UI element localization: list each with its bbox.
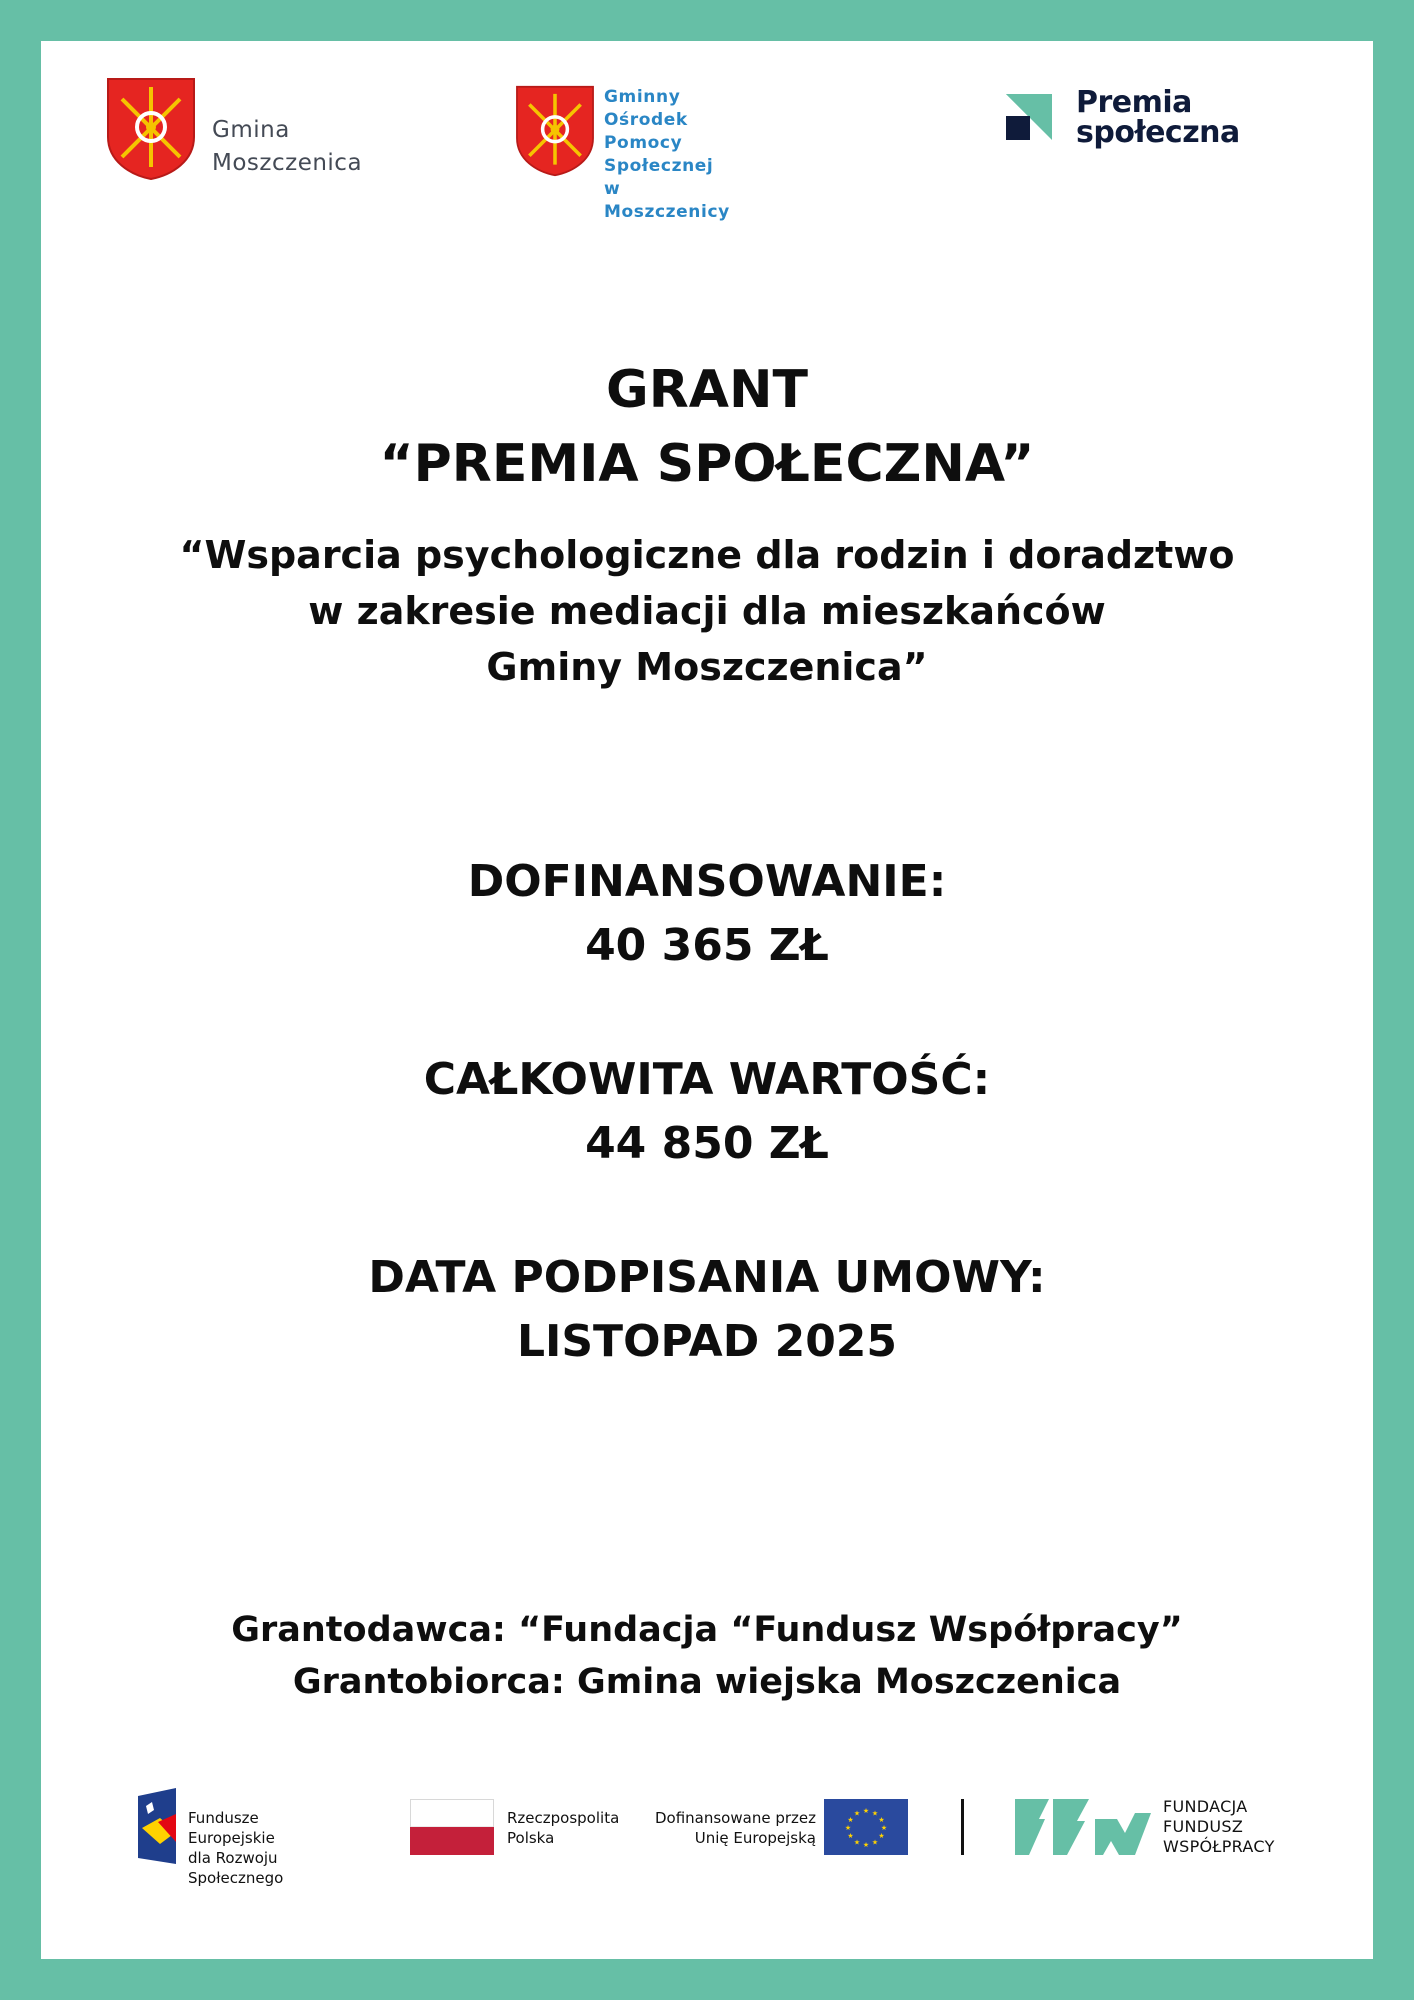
grant-title <box>41 353 1373 501</box>
eu-flag-icon <box>824 1799 908 1855</box>
funding-block <box>41 850 1373 978</box>
svg-text:★: ★ <box>862 1807 870 1815</box>
poster <box>41 41 1373 1959</box>
total-value: 44 850 ZŁ <box>585 1118 829 1169</box>
svg-text:★: ★ <box>880 1824 888 1832</box>
date-value: LISTOPAD 2025 <box>516 1316 898 1367</box>
svg-text:★: ★ <box>847 1816 854 1824</box>
fe-text: Fundusze Europejskie dla Rozwoju Społecznego <box>188 1809 284 1887</box>
svg-text:★: ★ <box>871 1838 879 1847</box>
premia-logo-text: Premia społeczna <box>1076 85 1240 150</box>
footer-divider <box>961 1799 964 1855</box>
polish-flag-icon <box>410 1799 494 1855</box>
title-line-2: “PREMIA SPOŁECZNA” <box>379 434 1035 494</box>
total-value-block <box>41 1048 1373 1176</box>
svg-text:★: ★ <box>871 1809 879 1818</box>
title-line-1: GRANT <box>606 360 808 420</box>
project-name: “Wsparcia psychologiczne dla rodzin i doradztwo w zakresie mediacji dla mieszkańców Gminy Moszczenica” <box>179 533 1235 689</box>
eu-text: Dofinansowane przez Unię Europejską <box>654 1809 816 1847</box>
parties-block <box>41 1604 1373 1708</box>
svg-text:★: ★ <box>844 1824 852 1832</box>
date-label: DATA PODPISANIA UMOWY: <box>368 1252 1046 1303</box>
gops-logo-text: Gminny Ośrodek Pomocy Społecznej w Moszczenicy <box>604 87 730 222</box>
coat-of-arms-icon <box>515 85 595 177</box>
grantor-text: Grantodawca: “Fundacja “Fundusz Współpracy” <box>231 1610 1183 1650</box>
agreement-date-block <box>41 1246 1373 1374</box>
rp-text: Rzeczpospolita Polska <box>507 1809 620 1847</box>
svg-text:★: ★ <box>862 1841 870 1849</box>
gmina-logo-text: Gmina Moszczenica <box>212 117 363 176</box>
grantee-text: Grantobiorca: Gmina wiejska Moszczenica <box>292 1662 1122 1702</box>
ffw-text: FUNDACJA FUNDUSZ WSPÓŁPRACY <box>1163 1797 1275 1856</box>
ffw-logo-icon <box>1015 1799 1151 1855</box>
svg-text:★: ★ <box>853 1809 861 1818</box>
premia-mark-icon <box>1004 92 1054 142</box>
svg-text:★: ★ <box>847 1832 854 1840</box>
fundusze-europejskie-icon <box>138 1788 178 1864</box>
svg-text:★: ★ <box>878 1816 885 1824</box>
svg-text:★: ★ <box>853 1838 861 1847</box>
funding-value: 40 365 ZŁ <box>585 920 829 971</box>
coat-of-arms-icon <box>106 77 196 181</box>
svg-text:★: ★ <box>878 1832 885 1840</box>
funding-label: DOFINANSOWANIE: <box>467 856 947 907</box>
total-label: CAŁKOWITA WARTOŚĆ: <box>423 1054 991 1105</box>
